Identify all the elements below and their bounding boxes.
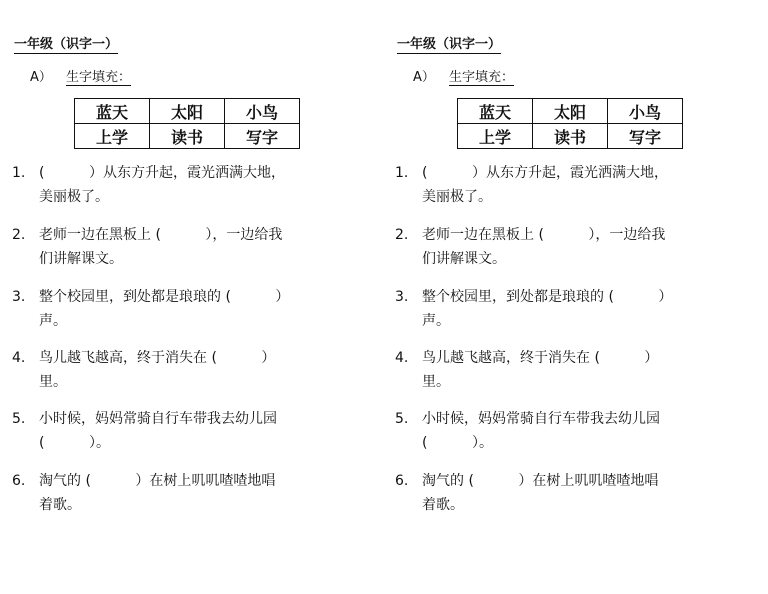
question-number: 3. <box>12 289 26 305</box>
question-item <box>12 161 362 209</box>
section-a-label <box>413 66 514 85</box>
question-line: 老师一边在黑板上 ( ），一边给我 <box>39 227 283 243</box>
question-line: 里。 <box>39 374 67 390</box>
question-number: 2. <box>395 227 409 243</box>
question-item <box>395 346 745 394</box>
question-line: 鸟儿越飞越高，终于消失在 ( ） <box>39 350 276 366</box>
word-bank-row <box>75 124 300 149</box>
worksheet-panel-right <box>383 0 753 594</box>
question-line: 声。 <box>39 313 67 329</box>
section-title: 生字填充： <box>449 70 515 85</box>
question-line: 里。 <box>422 374 450 390</box>
question-item <box>12 407 362 455</box>
question-item <box>395 469 745 517</box>
question-item <box>12 285 362 333</box>
worksheet-title: 一年级（识字一） <box>14 37 119 52</box>
word-bank-cell: 小鸟 <box>225 99 300 124</box>
section-letter: A） <box>413 70 435 85</box>
word-bank-cell: 蓝天 <box>75 99 150 124</box>
word-bank-cell: 写字 <box>608 124 683 149</box>
question-number: 5. <box>395 411 409 427</box>
question-item <box>12 469 362 517</box>
worksheet-panel-left <box>0 0 370 594</box>
question-line: 淘气的 ( ）在树上叽叽喳喳地唱 <box>422 473 659 489</box>
word-bank-cell: 写字 <box>225 124 300 149</box>
question-number: 6. <box>12 473 26 489</box>
question-line: 整个校园里，到处都是琅琅的 ( ） <box>39 289 290 305</box>
question-item <box>395 161 745 209</box>
question-line: 老师一边在黑板上 ( ），一边给我 <box>422 227 666 243</box>
question-number: 2. <box>12 227 26 243</box>
word-bank-cell: 小鸟 <box>608 99 683 124</box>
question-number: 5. <box>12 411 26 427</box>
section-title: 生字填充： <box>66 70 132 85</box>
question-number: 6. <box>395 473 409 489</box>
question-number: 3. <box>395 289 409 305</box>
question-line: 整个校园里，到处都是琅琅的 ( ） <box>422 289 673 305</box>
word-bank-row <box>458 124 683 149</box>
question-line: 小时候，妈妈常骑自行车带我去幼儿园 <box>39 411 277 427</box>
question-item <box>12 346 362 394</box>
question-line: 们讲解课文。 <box>39 251 123 267</box>
word-bank-cell: 读书 <box>150 124 225 149</box>
question-number: 1. <box>12 165 26 181</box>
question-item <box>395 407 745 455</box>
question-line: ( ）从东方升起，霞光洒满大地， <box>422 165 668 181</box>
question-number: 1. <box>395 165 409 181</box>
question-item <box>12 223 362 271</box>
word-bank-row <box>75 99 300 124</box>
word-bank-row <box>458 99 683 124</box>
worksheet-title: 一年级（识字一） <box>397 37 502 52</box>
question-number: 4. <box>395 350 409 366</box>
section-letter: A） <box>30 70 52 85</box>
word-bank-table <box>74 98 300 149</box>
question-line: 们讲解课文。 <box>422 251 506 267</box>
question-number: 4. <box>12 350 26 366</box>
word-bank-cell: 蓝天 <box>458 99 533 124</box>
question-line: 声。 <box>422 313 450 329</box>
question-line: 美丽极了。 <box>422 189 492 205</box>
question-line: ( ）。 <box>39 435 110 451</box>
word-bank-cell: 上学 <box>458 124 533 149</box>
word-bank-cell: 太阳 <box>150 99 225 124</box>
question-line: 淘气的 ( ）在树上叽叽喳喳地唱 <box>39 473 276 489</box>
question-item <box>395 223 745 271</box>
word-bank-cell: 读书 <box>533 124 608 149</box>
question-line: 小时候，妈妈常骑自行车带我去幼儿园 <box>422 411 660 427</box>
word-bank-cell: 上学 <box>75 124 150 149</box>
question-item <box>395 285 745 333</box>
word-bank-cell: 太阳 <box>533 99 608 124</box>
section-a-label <box>30 66 131 85</box>
question-line: 着歌。 <box>422 497 464 513</box>
question-line: 着歌。 <box>39 497 81 513</box>
question-line: 鸟儿越飞越高，终于消失在 ( ） <box>422 350 659 366</box>
question-line: ( ）。 <box>422 435 493 451</box>
question-line: 美丽极了。 <box>39 189 109 205</box>
question-line: ( ）从东方升起，霞光洒满大地， <box>39 165 285 181</box>
word-bank-table <box>457 98 683 149</box>
